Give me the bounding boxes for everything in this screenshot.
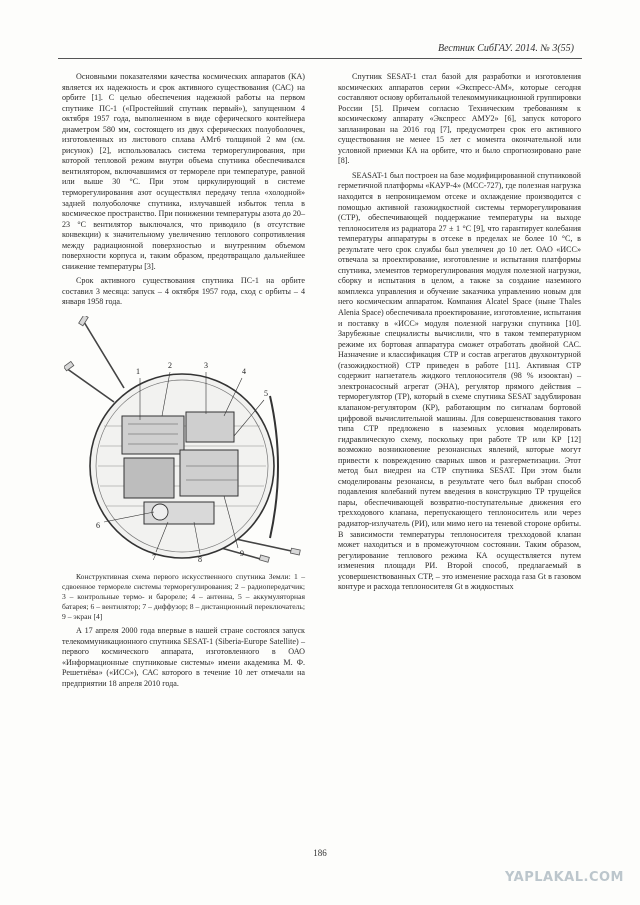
watermark: YAPLAKAL.COM	[505, 870, 624, 885]
callout-label: 4	[242, 367, 246, 377]
running-header: Вестник СибГАУ. 2014. № 3(55)	[437, 43, 574, 54]
fan	[152, 504, 168, 520]
figure-caption: Конструктивная схема первого искусственного спутника Земли: 1 – сдвоенное термореле системы терморегулирования; 2 – радиопередатчик; 3 – контрольные термо- и барореле; 4 – антенна, 5 – аккумуляторная батарея; 6 – вентилятор; 7 – диффузор; 8 – дистанционный переключатель; 9 – экран [4]	[62, 572, 305, 622]
left-column	[62, 72, 305, 693]
satellite-diagram	[64, 316, 302, 564]
antenna-line	[66, 368, 114, 402]
body-paragraph: Спутник SESAT-1 стал базой для разработки и изготовления космических аппаратов серии «Экспресс-АМ», которые сегодня составляют основу орбитальной телекоммуникационной группировки России [5]. Причем согласно Техническим требованиям к космическому аппарату «Экспресс АМУ2» [6], запуск которого запланирован на 2016 год [7], предусмотрен срок его активного существования не менее 15 лет с момента окончательной или условной приемки КА на орбите, что и было спрогнозировано ране [8].	[338, 72, 581, 166]
callout-label: 9	[240, 549, 244, 559]
body-paragraph: Срок активного существования спутника ПС-1 на орбите составил 3 месяца: запуск – 4 октября 1957 года, сход с орбиты – 4 января 1958 года.	[62, 276, 305, 307]
body-paragraph: А 17 апреля 2000 года впервые в нашей стране состоялся запуск телекоммуникационного спутника SESAT-1 (Siberia-Europe Satellite) – первого космического аппарата, изготовленного в ОАО «Информационные спутниковые системы» имени академика М. Ф. Решетнёва» («ИСС»), САС которого в течение 10 лет отмечали на предприятии 18 апреля 2010 года.	[62, 626, 305, 688]
radio-transmitter	[122, 416, 184, 454]
callout-label: 3	[204, 361, 208, 371]
callout-label: 6	[96, 521, 100, 531]
header-rule	[58, 58, 582, 59]
callout-label: 8	[198, 555, 202, 565]
body-paragraph: Основными показателями качества космических аппаратов (КА) является их надежность и срок активного существования (САС) на орбите [1]. С целью обеспечения надежной работы на первом спутнике ПС-1 («Простейший спутник первый»), запущенном 4 октября 1957 года, выполненном в виде сферического контейнера диаметром 580 мм, состоящего из двух сферических полуоболочек, изготовленных из листового сплава АМг6 толщиной 2 мм (см. рисунок) [2], использовалась система терморегулирования, при которой тепловой режим внутри объема спутника обеспечивался вентилятором, включавшимся от термореле при температуре, равной или выше 30 °С. При этом циркулирующий в системе терморегулирования азот осуществлял передачу тепла «холодной» задней полуоболочке спутника, излучавшей избыток тепла в космическое пространство. При понижении температуры азота до 20–23 °С вентилятор выключался, что приводило (в отсутствие конвекции) к значительному увеличению теплового сопротивления между радиационной поверхностью и внутренним объемом поверхности корпуса и, таким образом, предотвращало дальнейшее снижение температуры [3].	[62, 72, 305, 271]
callout-label: 7	[152, 553, 156, 563]
right-column	[338, 72, 581, 597]
body-paragraph: SEASAT-1 был построен на базе модифицированной спутниковой герметичной платформы «КАУР-4» (МСС-727), где полезная нагрузка находится в непроницаемом отсеке и охлаждение производится с помощью активной газожидкостной системы терморегулирования (СТР), обеспечивающей поддержание температуры на выходе теплоносителя из радиатора 27 ± 1 °С [9], что гарантирует колебания температуры аппаратуры в отсеке в пределах не более 10 °С, в результате чего срок службы был увеличен до 10 лет. ОАО «ИСС» отвечала за проектирование, изготовление и испытания платформы спутника, элементов терморегулирования модуля полезной нагрузки, сборку и испытания в целом, а также за создание наземного комплекса управления и обучение заказчика управлению новым для него космическим аппаратом. Компания Alcatel Space (ныне Thales Alenia Space) обеспечивала проектирование, изготовление, испытания и поставку в «ИСС» модуля полезной нагрузки спутника [10]. Зарубежные специалисты вычислили, что в таком температурном режиме их бортовая аппаратура сможет отработать двойной САС. Назначение и классификация СТР и состав агрегатов двухконтурной (газожидкостной) СТР приведен в работе [11]. Активная СТР содержит нагнетатель жидкого теплоносителя (98 % изооктан) – электронасосный агрегат (ЭНА), регулятор прямого действия – терморегулятор (ТР), который в схеме спутника SESAT задублирован клапаном-регулятором (КР), работающим по сигналам бортовой цифровой вычислительной машины. Для совершенствования такого типа СТР предложено в наземных условия моделировать гидравлическую схему, поскольку при работе ТР или КР [12] возможно возникновение резонансных явлений, которые могут привести к повреждению сварных швов и разгерметизации. Этот метод был внедрен на СТР спутника SESAT. При этом были смоделированы резонансы, в результате чего был выбран способ подавления колебаний путем введения в конструкцию ТР трущейся пары, обеспечивающей возвратно-поступательные движения его трехходового клапана, перепускающего теплоноситель или через радиатор-излучатель (РИ), или мимо него на теневой стороне орбиты. В зависимости температуры теплоносителя трехходовой клапан может находиться и в промежуточном состоянии. Таким образом, регулирование теплового режима КА осуществляется путем изменения площади РИ. Второй способ, предлагаемый в усовершенствованных СТР, – это изменение расхода газа Gt в газовом контуре и расхода теплоносителя Gt в жидкостных	[338, 170, 581, 592]
page-number: 186	[313, 848, 327, 858]
callout-label: 2	[168, 361, 172, 371]
antenna-line	[84, 322, 124, 388]
callout-label: 5	[264, 389, 268, 399]
callout-label: 1	[136, 367, 140, 377]
